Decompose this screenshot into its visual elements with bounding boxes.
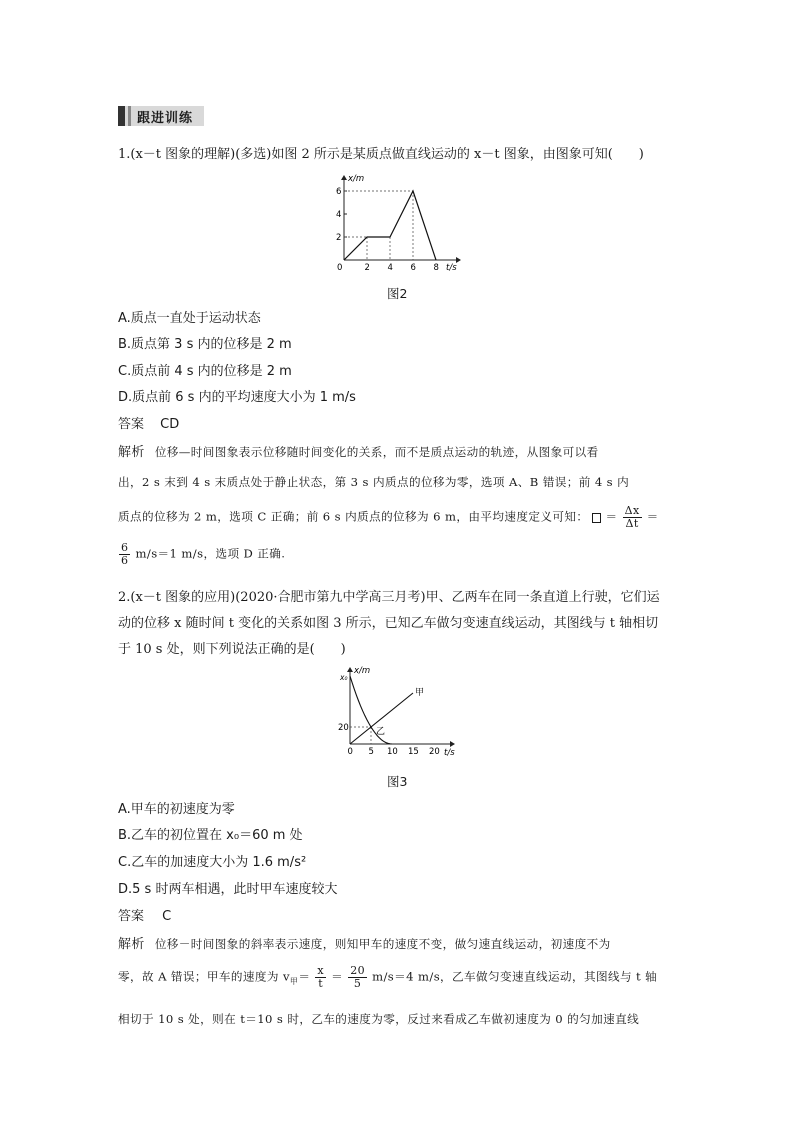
q2-stem-line-2: 动的位移 x 随时间 t 变化的关系如图 3 所示，已知乙车做匀变速直线运动，其图线与 t 轴相切 bbox=[118, 616, 659, 631]
v-bar-symbol bbox=[592, 513, 601, 523]
q2-option-a: A.甲车的初速度为零 bbox=[118, 802, 235, 817]
y-axis-arrow bbox=[347, 667, 353, 672]
series-curve-yi bbox=[350, 676, 392, 744]
q1-analysis-line-2: 出，2 s 末到 4 s 末质点处于静止状态，第 3 s 内质点的位移为零，选项 A、B 错误；前 4 s 内 bbox=[118, 475, 630, 489]
x-tick-label: 15 bbox=[408, 747, 419, 757]
q1-analysis-label: 解析 bbox=[118, 445, 145, 460]
q1-eq-sign: ＝ bbox=[605, 509, 618, 524]
q2-frac-x-num: x bbox=[317, 964, 325, 977]
q2-analysis-text-1: 位移－时间图象的斜率表示速度，则知甲车的速度不变，做匀速直线运动，初速度不为 bbox=[154, 937, 611, 951]
q2-analysis-line-2 bbox=[118, 965, 657, 991]
q2-analysis-label: 解析 bbox=[118, 937, 145, 952]
q1-analysis-text-3: 质点的位移为 2 m，选项 C 正确；前 6 s 内质点的位移为 6 m，由平均速度定义可知： bbox=[118, 509, 589, 524]
x-tick-label: 10 bbox=[387, 747, 398, 757]
section-header bbox=[118, 106, 204, 126]
q1-frac-dx-dt bbox=[623, 505, 642, 530]
x-axis-label: t/s bbox=[444, 748, 455, 758]
q1-frac-dx-den: Δt bbox=[625, 517, 639, 530]
q2-analysis-line-3: 相切于 10 s 处，则在 t＝10 s 时，乙车的速度为零，反过来看成乙车做初速度为 0 的匀加速直线 bbox=[118, 1012, 640, 1026]
figure-2-caption: 图2 bbox=[387, 286, 408, 301]
q2-option-b: B.乙车的初位置在 x₀＝60 m 处 bbox=[118, 828, 303, 843]
q1-option-d: D.质点前 6 s 内的平均速度大小为 1 m/s bbox=[118, 390, 356, 405]
q1-answer-row bbox=[118, 416, 179, 434]
figure-3-chart bbox=[330, 664, 465, 764]
q2-answer-label: 答案 bbox=[118, 909, 145, 924]
y-tick-label: 2 bbox=[336, 233, 342, 243]
q2-v-subscript: 甲 bbox=[289, 976, 299, 986]
q2-eq-sign-2: ＝ bbox=[331, 969, 344, 984]
q1-frac-6-num: 6 bbox=[121, 541, 129, 554]
q1-analysis-line-3 bbox=[118, 505, 659, 530]
q1-frac-6-den: 6 bbox=[121, 554, 129, 567]
q1-frac-6-6 bbox=[119, 542, 130, 567]
series-label-yi: 乙 bbox=[376, 726, 386, 737]
q2-frac-t-den: t bbox=[318, 977, 324, 990]
section-title: 跟进训练 bbox=[137, 110, 194, 126]
q1-option-b: B.质点第 3 s 内的位移是 2 m bbox=[118, 337, 292, 352]
y-tick-label-x0: x₀ bbox=[340, 673, 348, 682]
q1-option-a: A.质点一直处于运动状态 bbox=[118, 311, 261, 326]
q1-analysis-text-1: 位移—时间图象表示位移随时间变化的关系，而不是质点运动的轨迹，从图象可以看 bbox=[154, 445, 599, 459]
q1-eq-sign-2: ＝ bbox=[646, 509, 659, 524]
y-tick-label: 4 bbox=[336, 210, 342, 220]
q2-frac-x-t bbox=[315, 965, 326, 990]
q1-frac-dx-num: Δx bbox=[624, 504, 640, 517]
q2-analysis-line-1 bbox=[118, 935, 611, 954]
x-tick-label: 20 bbox=[429, 747, 440, 757]
q2-option-d: D.5 s 时两车相遇，此时甲车速度较大 bbox=[118, 882, 338, 897]
y-axis-label: x/m bbox=[348, 174, 365, 184]
x-tick-label: 0 bbox=[337, 263, 343, 273]
q1-stem: 1.(x－t 图象的理解)(多选)如图 2 所示是某质点做直线运动的 x－t 图象，由图象可知( ) bbox=[118, 147, 644, 162]
q2-frac-5-den: 5 bbox=[353, 977, 362, 990]
q2-option-c: C.乙车的加速度大小为 1.6 m/s² bbox=[118, 855, 307, 870]
x-tick-label: 5 bbox=[368, 747, 374, 757]
x-tick-label: 4 bbox=[387, 263, 393, 273]
q1-analysis-end: m/s＝1 m/s，选项 D 正确. bbox=[135, 546, 286, 561]
q2-eq-sign: ＝ bbox=[298, 969, 311, 984]
header-bar-light bbox=[128, 106, 131, 126]
q2-answer: C bbox=[162, 909, 172, 924]
series-label-jia: 甲 bbox=[415, 688, 425, 698]
x-tick-label: 0 bbox=[347, 747, 353, 757]
header-bar-dark bbox=[118, 106, 125, 126]
x-axis-arrow bbox=[456, 257, 461, 263]
y-axis-arrow bbox=[341, 175, 347, 180]
x-axis-arrow bbox=[450, 741, 455, 747]
y-tick-label: 6 bbox=[336, 187, 342, 197]
q2-analysis-text-2a: 零，故 A 错误；甲车的速度为 v bbox=[118, 969, 290, 984]
q1-analysis-line-1 bbox=[118, 443, 599, 462]
q1-answer: CD bbox=[160, 417, 180, 432]
q2-analysis-text-2c: m/s＝4 m/s，乙车做匀变速直线运动，其图线与 t 轴 bbox=[368, 969, 658, 984]
q2-frac-20-5 bbox=[348, 965, 367, 990]
q1-answer-label: 答案 bbox=[118, 417, 145, 432]
q1-analysis-line-4 bbox=[118, 542, 285, 567]
y-tick-label: 20 bbox=[338, 723, 349, 733]
x-tick-label: 8 bbox=[433, 263, 439, 273]
q2-stem-line-1: 2.(x－t 图象的应用)(2020·合肥市第九中学高三月考)甲、乙两车在同一条直道上行驶，它们运 bbox=[118, 590, 660, 605]
figure-2-chart bbox=[328, 172, 468, 278]
x-tick-label: 6 bbox=[410, 263, 416, 273]
q2-answer-row bbox=[118, 908, 171, 926]
figure-3-caption: 图3 bbox=[387, 774, 408, 789]
x-tick-label: 2 bbox=[364, 263, 370, 273]
q2-frac-20-num: 20 bbox=[350, 964, 366, 977]
y-axis-label: x/m bbox=[354, 666, 371, 676]
x-axis-label: t/s bbox=[446, 263, 457, 273]
q1-option-c: C.质点前 4 s 内的位移是 2 m bbox=[118, 364, 292, 379]
q2-stem-line-3: 于 10 s 处，则下列说法正确的是( ) bbox=[118, 642, 346, 657]
